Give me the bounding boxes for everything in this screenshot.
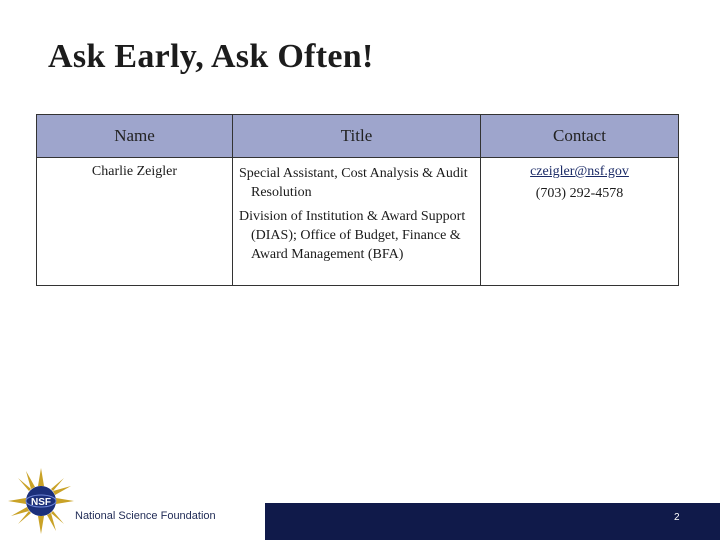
header-name: Name xyxy=(37,115,233,158)
page-number: 2 xyxy=(674,512,680,523)
logo-text: NSF xyxy=(31,497,51,508)
contact-table xyxy=(36,114,679,286)
slide-title: Ask Early, Ask Often! xyxy=(48,38,374,75)
cell-name: Charlie Zeigler xyxy=(37,158,233,286)
title-line-division: Division of Institution & Award Support (DIAS); Office of Budget, Finance & Award Management (BFA) xyxy=(239,209,466,262)
header-title: Title xyxy=(233,115,481,158)
title-line-position: Special Assistant, Cost Analysis & Audit Resolution xyxy=(239,166,468,200)
nsf-logo-icon xyxy=(6,466,76,536)
email-link[interactable]: czeigler@nsf.gov xyxy=(530,164,629,179)
table-row xyxy=(37,158,679,286)
cell-title xyxy=(233,158,481,286)
cell-contact xyxy=(481,158,679,286)
phone-number: (703) 292-4578 xyxy=(535,186,624,201)
table-header-row xyxy=(37,115,679,158)
header-contact: Contact xyxy=(481,115,679,158)
org-name: National Science Foundation xyxy=(75,510,216,522)
